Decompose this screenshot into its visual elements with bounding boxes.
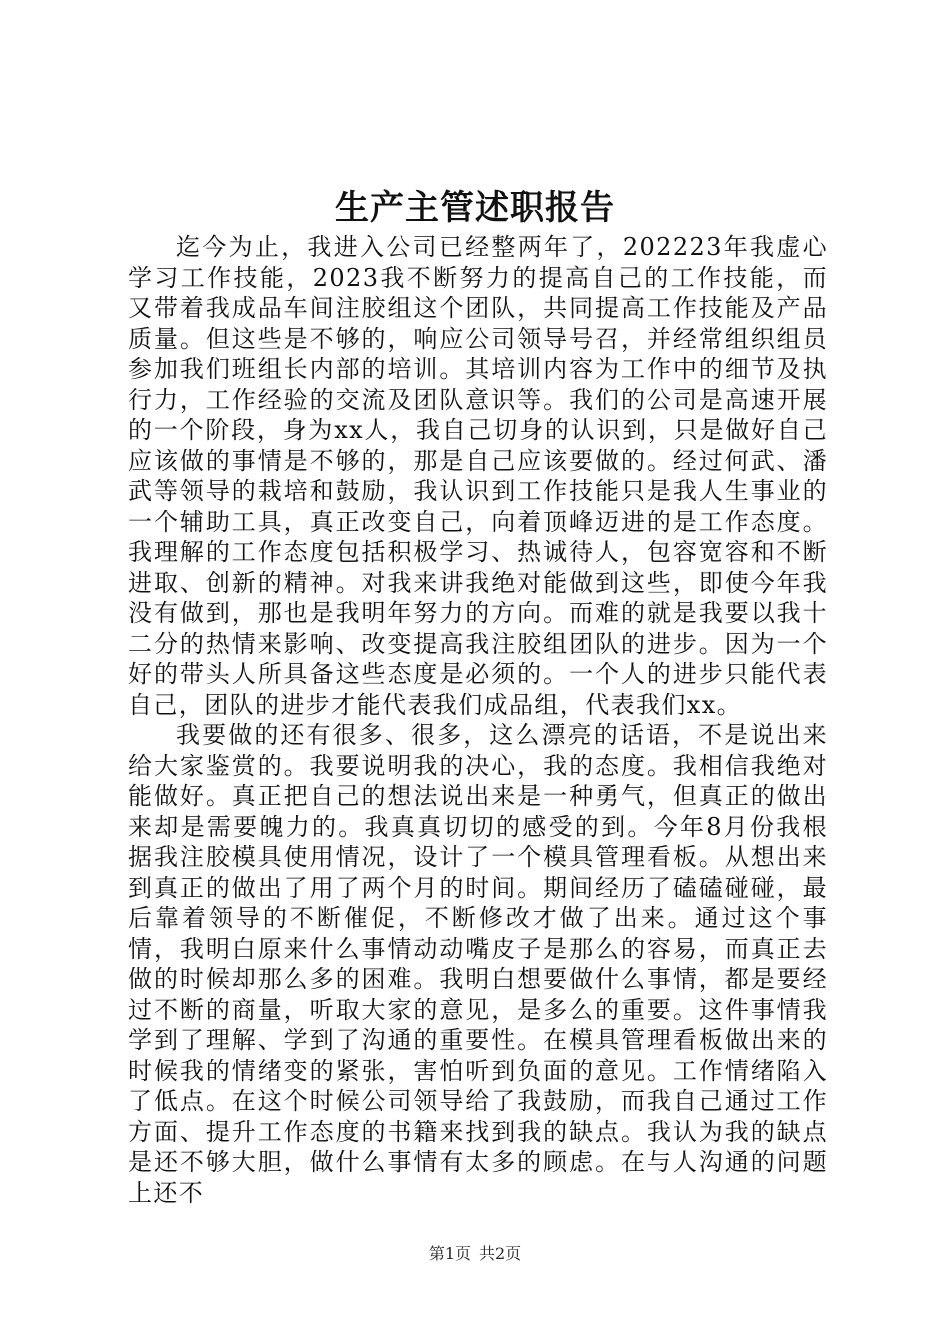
- page-number: 第1页: [428, 1244, 471, 1263]
- paragraph-1: 迄今为止，我进入公司已经整两年了，202223年我虚心学习工作技能，2023我不断努力的提高自己的工作技能，而又带着我成品车间注胶组这个团队，共同提高工作技能及产品质量。但这些是不够的，响应公司领导号召，并经常组织组员参加我们班组长内部的培训。其培训内容为工作中的细节及执行力，工作经验的交流及团队意识等。我们的公司是高速开展的一个阶段，身为xx人，我自己切身的认识到，只是做好自己应该做的事情是不够的，那是自己应该要做的。经过何武、潘武等领导的栽培和鼓励，我认识到工作技能只是我人生事业的一个辅助工具，真正改变自己，向着顶峰迈进的是工作态度。我理解的工作态度包括积极学习、热诚待人，包容宽容和不断进取、创新的精神。对我来讲我绝对能做到这些，即使今年我没有做到，那也是我明年努力的方向。而难的就是我要以我十二分的热情来影响、改变提高我注胶组团队的进步。因为一个好的带头人所具备这些态度是必须的。一个人的进步只能代表自己，团队的进步才能代表我们成品组，代表我们xx。: [128, 233, 828, 719]
- document-title: 生产主管述职报告: [335, 188, 615, 228]
- page-total: 共2页: [479, 1244, 522, 1263]
- page-footer: [0, 1243, 950, 1265]
- paragraph-2: 我要做的还有很多、很多，这么漂亮的话语，不是说出来给大家鉴赏的。我要说明我的决心，我的态度。我相信我绝对能做好。真正把自己的想法说出来是一种勇气，但真正的做出来却是需要魄力的。我真真切切的感受的到。今年8月份我根据我注胶模具使用情况，设计了一个模具管理看板。从想出来到真正的做出了用了两个月的时间。期间经历了磕磕碰碰，最后靠着领导的不断催促，不断修改才做了出来。通过这个事情，我明白原来什么事情动动嘴皮子是那么的容易，而真正去做的时候却那么多的困难。我明白想要做什么事情，都是要经过不断的商量，听取大家的意见，是多么的重要。这件事情我学到了理解、学到了沟通的重要性。在模具管理看板做出来的时候我的情绪变的紧张，害怕听到负面的意见。工作情绪陷入了低点。在这个时候公司领导给了我鼓励，而我自己通过工作方面、提升工作态度的书籍来找到我的缺点。我认为我的缺点是还不够大胆，做什么事情有太多的顾虑。在与人沟通的问题上还不: [128, 721, 828, 1207]
- document-body: [128, 232, 828, 1208]
